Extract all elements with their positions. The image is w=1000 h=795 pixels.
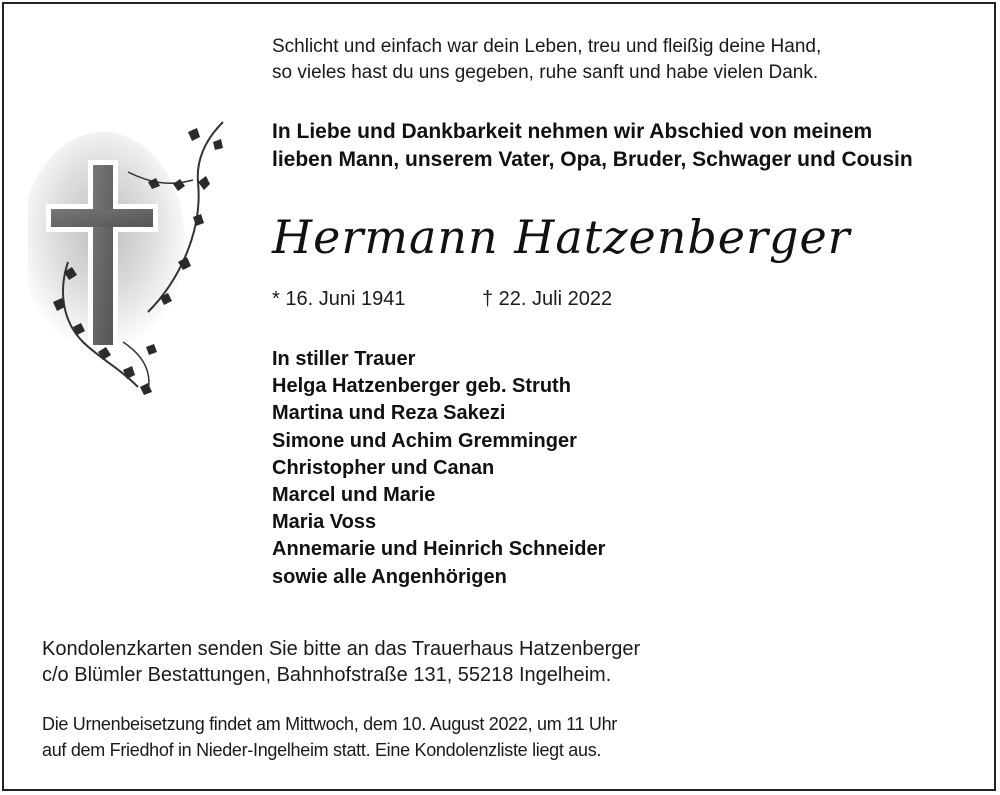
mourners-list — [272, 346, 605, 591]
death-date: † 22. Juli 2022 — [482, 288, 613, 310]
farewell-text — [272, 118, 913, 174]
mourner-line: In stiller Trauer — [272, 348, 416, 370]
mourner-line: Christopher und Canan — [272, 456, 495, 479]
deceased-name: Hermann Hatzenberger — [272, 210, 851, 264]
condolence-line: c/o Blümler Bestattungen, Bahnhofstraße 131, 55218 Ingelheim. — [42, 664, 612, 686]
condolence-note — [42, 636, 640, 688]
funeral-line: auf dem Friedhof in Nieder-Ingelheim statt. Eine Kondolenzliste liegt aus. — [42, 740, 602, 760]
mourner-line: sowie alle Angenhörigen — [272, 565, 507, 588]
poem-line: so vieles hast du uns gegeben, ruhe sanft und habe vielen Dank. — [272, 62, 819, 83]
mourner-line: Helga Hatzenberger geb. Struth — [272, 375, 571, 398]
mourner-line: Annemarie und Heinrich Schneider — [272, 538, 606, 561]
birth-date: * 16. Juni 1941 — [272, 288, 406, 310]
funeral-notice — [42, 711, 617, 763]
poem-verse — [272, 34, 821, 86]
mourner-line: Marcel und Marie — [272, 483, 436, 506]
mourner-line: Martina und Reza Sakezi — [272, 402, 506, 425]
farewell-line: lieben Mann, unserem Vater, Opa, Bruder, Schwager und Cousin — [272, 148, 913, 171]
cross-with-ivy-icon — [28, 112, 238, 402]
poem-line: Schlicht und einfach war dein Leben, treu und fleißig deine Hand, — [272, 36, 822, 57]
mourner-line: Maria Voss — [272, 511, 377, 534]
condolence-line: Kondolenzkarten senden Sie bitte an das Trauerhaus Hatzenberger — [42, 638, 641, 660]
farewell-line: In Liebe und Dankbarkeit nehmen wir Abschied von meinem — [272, 120, 873, 143]
funeral-line: Die Urnenbeisetzung findet am Mittwoch, dem 10. August 2022, um 11 Uhr — [42, 714, 617, 734]
mourner-line: Simone und Achim Gremminger — [272, 429, 577, 452]
